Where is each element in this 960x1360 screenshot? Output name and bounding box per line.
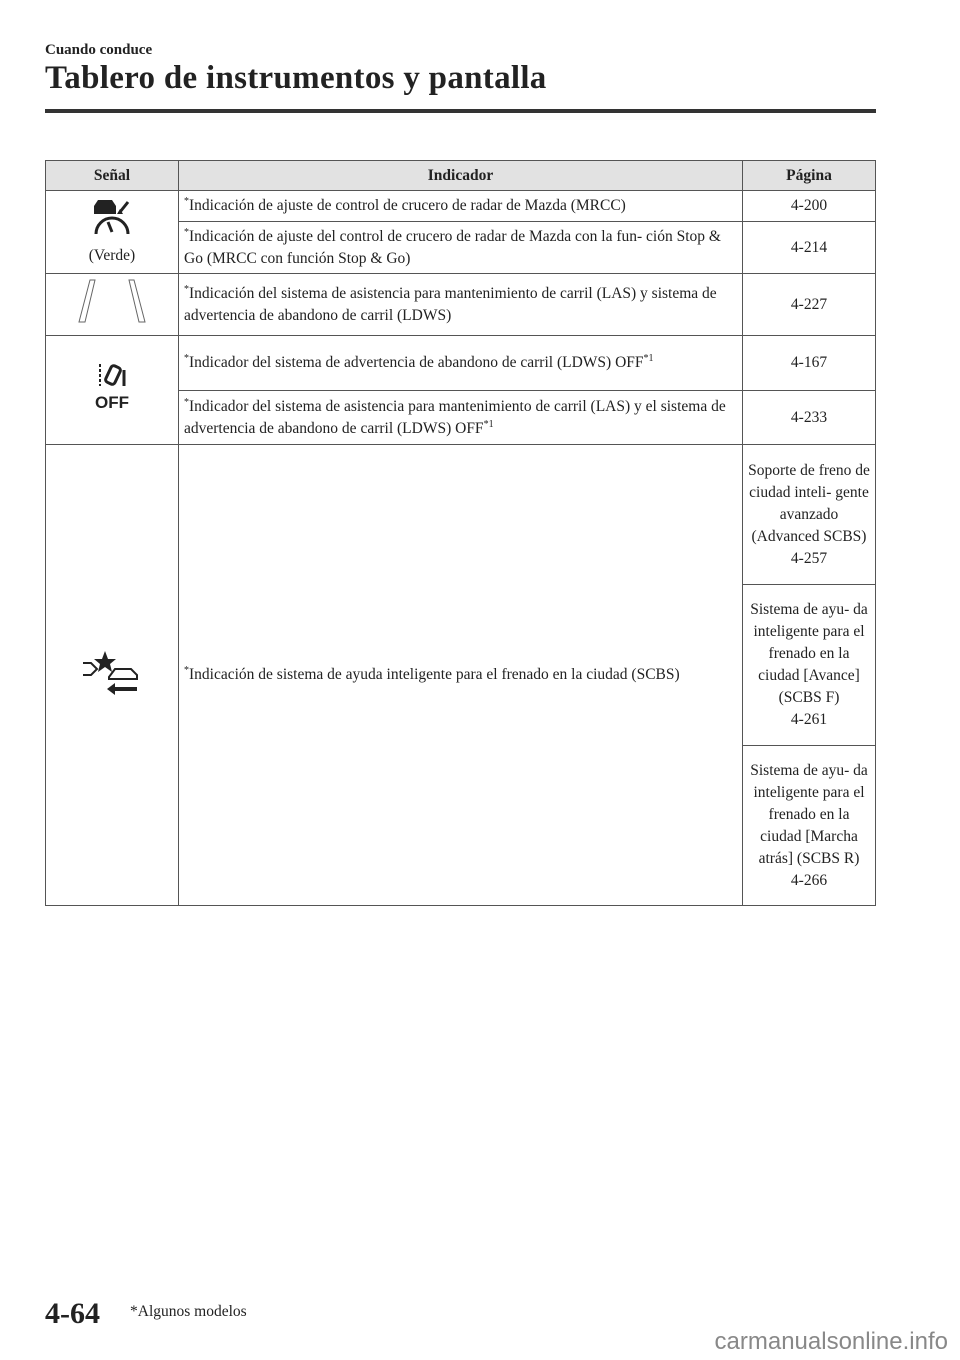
title-rule (45, 109, 876, 113)
header-indicator: Indicador (179, 161, 743, 191)
table-row (46, 191, 876, 222)
lane-signal (46, 274, 179, 336)
header-signal: Señal (46, 161, 179, 191)
header-page: Página (743, 161, 876, 191)
page-ref: 4-200 (743, 191, 876, 222)
lane-lines-icon (77, 276, 147, 326)
footnote: *Algunos modelos (130, 1303, 247, 1320)
indicator-text: *Indicación de ajuste de control de crucero de radar de Mazda (MRCC) (179, 191, 743, 222)
page-title: Tablero de instrumentos y pantalla (45, 60, 547, 96)
page-number: 4-64 (45, 1297, 100, 1330)
table-header (46, 161, 876, 191)
table-row (46, 274, 876, 336)
page-ref: 4-214 (743, 222, 876, 274)
indicator-text: *Indicación de sistema de ayuda inteligente para el frenado en la ciudad (SCBS) (179, 445, 743, 906)
watermark: carmanualsonline.info (714, 1328, 948, 1355)
scbs-signal (46, 445, 179, 906)
indicator-text: *Indicador del sistema de asistencia para mantenimiento de carril (LAS) y el sistema de advertencia de abandono de carril (LDWS) OFF$^{*1}$ (179, 391, 743, 445)
indicator-text: *Indicación del sistema de asistencia para mantenimiento de carril (LAS) y sistema de advertencia de abandono de carril (LDWS) (179, 274, 743, 336)
indicator-text: *Indicación de ajuste del control de crucero de radar de Mazda con la fun- ción Stop & Go (MRCC con función Stop & Go) (179, 222, 743, 274)
table-row (46, 336, 876, 391)
page-ref: Soporte de freno de ciudad inteli- gente avanzado (Advanced SCBS) 4-257 (743, 445, 876, 585)
verde-label: (Verde) (88, 246, 136, 264)
indicator-text: *Indicador del sistema de advertencia de abandono de carril (LDWS) OFF$^{*1}$ (179, 336, 743, 391)
table-row (46, 445, 876, 585)
page-ref: Sistema de ayu- da inteligente para el frenado en la ciudad [Avance] (SCBS F) 4-261 (743, 585, 876, 746)
indicator-table (45, 160, 876, 906)
mrcc-icon (90, 198, 134, 238)
page-ref: 4-227 (743, 274, 876, 336)
section-label: Cuando conduce (45, 42, 153, 58)
page-ref: 4-233 (743, 391, 876, 445)
scbs-icon (79, 649, 145, 695)
page-ref: Sistema de ayu- da inteligente para el frenado en la ciudad [Marcha atrás] (SCBS R) 4-266 (743, 746, 876, 906)
ldws-off-signal (46, 336, 179, 445)
ldws-off-icon (92, 362, 132, 412)
svg-text:OFF: OFF (95, 392, 129, 412)
page-ref: 4-167 (743, 336, 876, 391)
mrcc-signal (46, 191, 179, 274)
